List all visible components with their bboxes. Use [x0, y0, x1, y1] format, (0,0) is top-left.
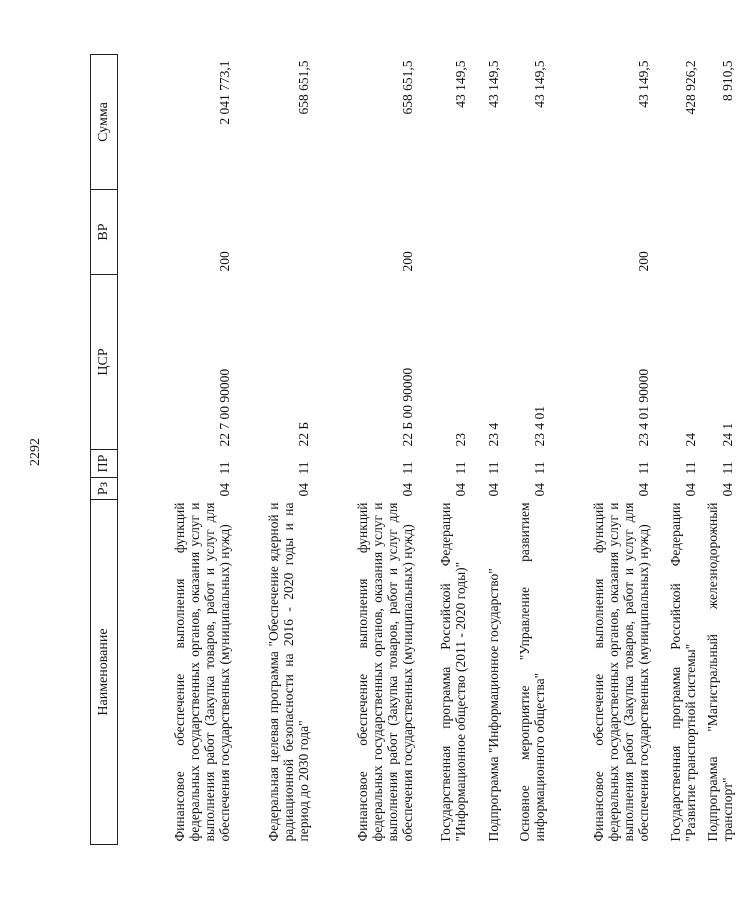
row-csr: 22 7 00 90000 — [216, 368, 232, 447]
row-pr: 11 — [452, 461, 468, 475]
row-vr: 200 — [216, 251, 232, 272]
row-vr — [472, 190, 505, 275]
row-sum: 658 651,5 — [295, 60, 311, 115]
row-rz: 04 — [635, 483, 651, 497]
row-sum: 8 910,5 — [720, 60, 736, 101]
budget-table — [90, 54, 739, 845]
row-pr: 11 — [485, 461, 501, 475]
row-rz: 04 — [295, 483, 311, 497]
row-name: Государственная программа Российской Федерации "Развитие транспортной системы" — [667, 502, 698, 842]
table-row — [315, 55, 419, 845]
row-vr — [419, 190, 472, 275]
row-vr — [655, 190, 702, 275]
row-csr: 22 Б 00 90000 — [399, 367, 415, 447]
row-csr: 23 4 — [485, 422, 501, 447]
row-sum: 2 041 773,1 — [216, 60, 232, 125]
row-name: Государственная программа Российской Федерации "Информационное общество (2011 - 2020 годы)" — [437, 502, 468, 842]
row-sum: 43 149,5 — [531, 60, 547, 108]
header-vr: ВР — [91, 190, 118, 275]
row-rz: 04 — [531, 483, 547, 497]
header-pr: ПР — [91, 450, 118, 478]
row-vr: 200 — [635, 251, 651, 272]
row-pr: 11 — [216, 461, 232, 475]
row-pr: 11 — [720, 461, 736, 475]
row-name: Подпрограмма "Информационное государство" — [485, 568, 501, 842]
row-sum: 43 149,5 — [452, 60, 468, 108]
header-csr: ЦСР — [91, 275, 118, 450]
row-csr: 22 Б — [295, 421, 311, 447]
row-pr: 11 — [399, 461, 415, 475]
row-rz: 04 — [216, 483, 232, 497]
row-sum: 43 149,5 — [635, 60, 651, 108]
rotated-table-container — [90, 55, 736, 845]
row-csr: 23 — [452, 433, 468, 447]
row-vr: 200 — [399, 251, 415, 272]
row-csr: 23 4 01 90000 — [635, 368, 651, 447]
table-row — [236, 55, 315, 845]
page-number: 2292 — [28, 438, 43, 466]
header-name: Наименование — [91, 500, 118, 845]
row-vr — [236, 190, 315, 275]
row-sum: 43 149,5 — [485, 60, 501, 108]
row-rz: 04 — [720, 483, 736, 497]
table-row — [419, 55, 472, 845]
row-rz: 04 — [399, 483, 415, 497]
row-pr: 11 — [531, 461, 547, 475]
table-row — [505, 55, 551, 845]
row-csr: 24 — [682, 433, 698, 447]
row-vr — [505, 190, 551, 275]
table-row — [118, 55, 237, 845]
row-pr: 11 — [635, 461, 651, 475]
row-rz: 04 — [452, 483, 468, 497]
row-rz: 04 — [485, 483, 501, 497]
row-rz: 04 — [682, 483, 698, 497]
table-row — [472, 55, 505, 845]
row-sum: 428 926,2 — [682, 60, 698, 115]
row-csr: 24 1 — [720, 422, 736, 447]
row-name: Федеральная целевая программа "Обеспечение ядерной и радиационной безопасности на 2016 - 2020 годы и на период до 2030 года" — [265, 502, 311, 842]
row-name: Финансовое обеспечение выполнения функций федеральных государственных органов, оказания услуг и выполнения работ (Закупка товаров, работ и услуг для обеспечения государственных (муниципальных) нужд) — [354, 502, 415, 842]
header-sum: Сумма — [91, 55, 118, 190]
row-csr: 23 4 01 — [531, 406, 547, 447]
row-pr: 11 — [295, 461, 311, 475]
row-sum: 658 651,5 — [399, 60, 415, 115]
row-name: Финансовое обеспечение выполнения функций федеральных государственных органов, оказания услуг и выполнения работ (Закупка товаров, работ и услуг для обеспечения государственных (муниципальных) нужд) — [590, 502, 651, 842]
table-row — [551, 55, 655, 845]
header-rz: Рз — [91, 478, 118, 500]
row-name: Подпрограмма "Магистральный железнодорожный транспорт" — [705, 502, 736, 842]
table-header-row — [91, 55, 118, 845]
row-pr: 11 — [682, 461, 698, 475]
row-name: Основное мероприятие "Управление развитием информационного общества" — [516, 502, 547, 842]
row-vr — [702, 190, 739, 275]
table-row — [655, 55, 702, 845]
row-name: Финансовое обеспечение выполнения функций федеральных государственных органов, оказания услуг и выполнения работ (Закупка товаров, работ и услуг для обеспечения государственных (муниципальных) нужд) — [171, 502, 232, 842]
table-row — [702, 55, 739, 845]
